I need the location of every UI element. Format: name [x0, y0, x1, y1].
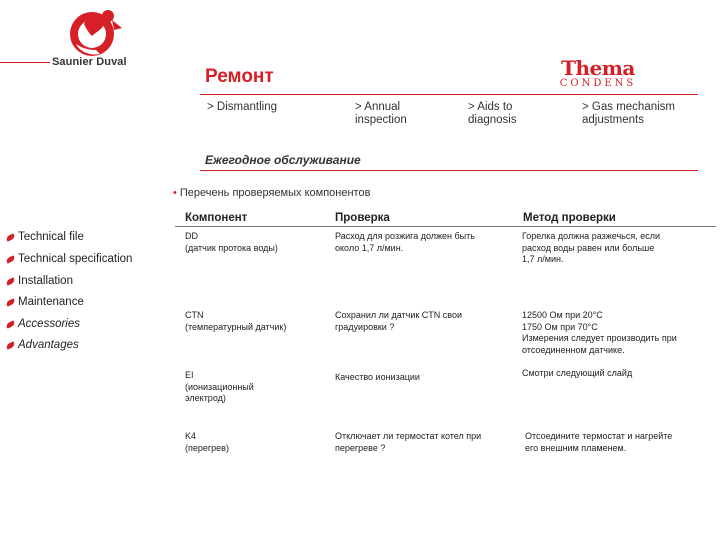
brand-name: Saunier Duval: [52, 56, 127, 68]
sidebar-item-label: Technical specification: [18, 253, 133, 265]
brand-divider: [0, 62, 50, 63]
list-heading-text: Перечень проверяемых компонентов: [179, 187, 371, 199]
leaf-bullet-icon: [5, 277, 15, 285]
table-cell-component: DD (датчик протока воды): [185, 231, 278, 253]
components-table: [175, 204, 716, 464]
nav-tab-label: > Aids to diagnosis: [468, 101, 517, 126]
table-cell-method: 12500 Ом при 20°C 1750 Ом при 70°C Измерения следует производить при отсоединенном датчике.: [522, 310, 677, 355]
leaf-bullet-icon: [5, 298, 15, 306]
table-cell-method: Отсоедините термостат и нагрейте его внешним пламенем.: [525, 431, 673, 453]
sidebar-item-advantages[interactable]: [6, 339, 79, 351]
brand-right-line1: Thema: [561, 56, 635, 80]
brand-right-line2: CONDENS: [559, 78, 637, 89]
sidebar-item-label: Maintenance: [18, 296, 84, 308]
column-header-check: Проверка: [335, 212, 390, 224]
sidebar-item-technical-specification[interactable]: [6, 253, 132, 265]
sidebar-item-label: Installation: [18, 275, 73, 287]
table-cell-component: CTN (температурный датчик): [185, 310, 287, 332]
sidebar-item-label: Accessories: [18, 318, 80, 330]
title-divider: [200, 94, 698, 95]
sidebar-item-label: Advantages: [18, 339, 79, 351]
nav-tab-dismantling[interactable]: [207, 101, 277, 114]
sidebar-item-installation[interactable]: [6, 275, 73, 287]
subtitle-divider: [200, 170, 698, 171]
column-header-method: Метод проверки: [523, 212, 616, 224]
nav-tab-label: > Gas mechanism adjustments: [582, 101, 675, 126]
nav-tab-label: > Dismantling: [207, 101, 277, 113]
leaf-bullet-icon: [5, 255, 15, 263]
table-cell-method: Смотри следующий слайд: [522, 368, 633, 378]
bullet-icon: •: [173, 187, 177, 199]
nav-tab-aids-to-diagnosis[interactable]: [468, 101, 517, 127]
nav-tab-label: > Annual inspection: [355, 101, 407, 126]
sidebar-item-technical-file[interactable]: [6, 231, 84, 243]
table-cell-check: Сохранил ли датчик CTN свои градуировки ?: [335, 310, 462, 332]
nav-tab-gas-mechanism[interactable]: [582, 101, 675, 127]
column-header-component: Компонент: [185, 212, 248, 224]
sidebar-item-accessories[interactable]: [6, 318, 80, 330]
leaf-bullet-icon: [5, 320, 15, 328]
table-cell-check: Отключает ли термостат котел при перегреве ?: [335, 431, 482, 453]
sidebar-item-maintenance[interactable]: [6, 296, 84, 308]
section-subtitle: Ежегодное обслуживание: [205, 153, 361, 167]
table-cell-check: Качество ионизации: [335, 372, 420, 382]
thema-condens-logo: [553, 58, 643, 90]
table-cell-check: Расход для розжига должен быть около 1,7 л/мин.: [335, 231, 475, 253]
table-cell-component: EI (ионизационный электрод): [185, 370, 254, 403]
nav-tab-annual-inspection[interactable]: [355, 101, 407, 127]
leaf-bullet-icon: [5, 341, 15, 349]
sidebar-item-label: Technical file: [18, 231, 84, 243]
saunier-duval-logo-icon: [62, 6, 134, 58]
table-cell-method: Горелка должна разжечься, если расход воды равен или больше 1,7 л/мин.: [522, 231, 660, 264]
page-title: Ремонт: [205, 66, 274, 87]
list-heading: [173, 187, 370, 199]
header-divider: [175, 226, 716, 227]
leaf-bullet-icon: [5, 233, 15, 241]
table-cell-component: K4 (перегрев): [185, 431, 229, 453]
